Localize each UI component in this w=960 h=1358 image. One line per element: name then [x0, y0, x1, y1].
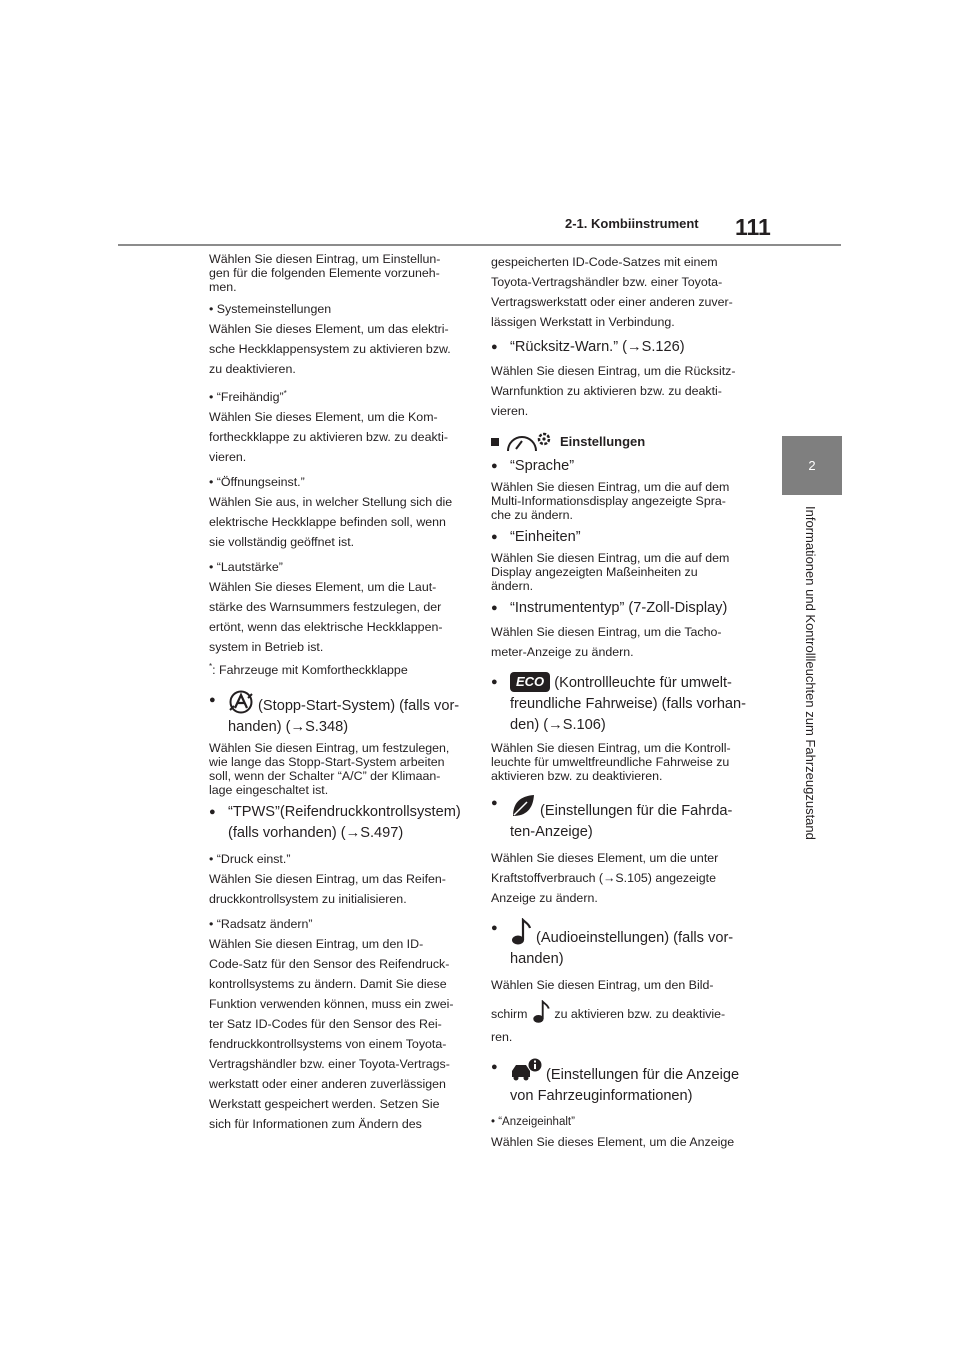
- car-info-icon: [510, 1057, 542, 1083]
- body-line: Anzeige zu ändern.: [491, 891, 598, 905]
- sub-item-title: • “Lautstärke”: [209, 560, 283, 575]
- body-line: Multi-Informationsdisplay angezeigte Spra-: [491, 494, 726, 508]
- body-line: sich für Informationen zum Ändern des: [209, 1117, 422, 1132]
- body-line: elektrische Heckklappe befinden soll, wenn: [209, 515, 446, 530]
- body-line: Wählen Sie diesen Eintrag, um den Bild-: [491, 978, 714, 992]
- body-line: vieren.: [491, 404, 529, 418]
- body-line: ter Satz ID-Codes für den Sensor des Rei-: [209, 1017, 442, 1032]
- stop-start-heading: ● (Stopp-Start-System) (falls vor-: [209, 690, 465, 717]
- audio-heading: ● (Audioeinstellungen) (falls vor-: [491, 918, 747, 949]
- vehicle-info-heading-line2: von Fahrzeuginformationen): [510, 1088, 693, 1104]
- eco-heading-line3: den) (→S.106): [510, 717, 606, 733]
- body-line: Werkstatt gespeichert werden. Setzen Sie: [209, 1097, 440, 1112]
- footnote: *: Fahrzeuge mit Komfortheckklappe: [209, 662, 408, 678]
- intro-line: gen für die folgenden Elemente vorzuneh-: [209, 266, 440, 280]
- header-rule: [118, 244, 841, 246]
- body-line: lage eingeschaltet ist.: [209, 783, 329, 798]
- language-heading: ● “Sprache”: [491, 456, 747, 477]
- settings-section-heading: Einstellungen: [491, 431, 747, 453]
- body-line: werkstatt oder einer anderen zuverlässigen: [209, 1077, 446, 1092]
- body-line: ertönt, wenn das elektrische Heckklappen-: [209, 620, 443, 635]
- body-line: sche Heckklappensystem zu aktivieren bzw.: [209, 342, 451, 356]
- body-line: Vertragshändler bzw. einer Toyota-Vertrags-: [209, 1057, 450, 1072]
- body-line: ren.: [491, 1030, 513, 1044]
- body-line: Wählen Sie diesen Eintrag, um den ID-: [209, 937, 424, 952]
- body-line: aktivieren bzw. zu deaktivieren.: [491, 769, 663, 783]
- body-line: Wählen Sie diesen Eintrag, um die Rücksitz-: [491, 364, 736, 378]
- body-line: Kraftstoffverbrauch (→S.105) angezeigte: [491, 871, 716, 885]
- sub-item-title: • “Freihändig”*: [209, 389, 287, 405]
- tpws-heading-line2: (falls vorhanden) (→S.497): [228, 825, 404, 842]
- body-line: fortheckklappe zu aktivieren bzw. zu deakti-: [209, 430, 448, 445]
- right-column: [491, 252, 747, 1152]
- music-note-icon: [531, 1000, 551, 1024]
- body-line: Wählen Sie diesen Eintrag, um die Tacho-: [491, 625, 722, 639]
- body-line: Wählen Sie diesen Eintrag, um die Kontroll-: [491, 741, 731, 755]
- body-line: Code-Satz für den Sensor des Reifendruck-: [209, 957, 450, 972]
- eco-heading-line2: freundliche Fahrweise) (falls vorhan-: [510, 696, 747, 712]
- vehicle-info-heading: ● (Einstellungen für die Anzeige: [491, 1057, 747, 1086]
- units-heading: ● “Einheiten”: [491, 527, 747, 548]
- body-line: system in Betrieb ist.: [209, 640, 324, 655]
- sub-item-title: • “Anzeigeinhalt”: [491, 1116, 575, 1128]
- body-line: lässigen Werkstatt in Verbindung.: [491, 315, 675, 329]
- body-line: Wählen Sie diesen Eintrag, um das Reifen-: [209, 872, 446, 887]
- body-line: Toyota-Vertragshändler bzw. einer Toyota-: [491, 275, 723, 289]
- body-line: zu deaktivieren.: [209, 362, 296, 376]
- chapter-tab: 2: [782, 436, 842, 495]
- sub-item-title: • “Druck einst.”: [209, 852, 291, 867]
- body-line: soll, wenn der Schalter “A/C” der Klimaan-: [209, 769, 441, 784]
- sub-item-title: • “Radsatz ändern”: [209, 917, 313, 932]
- section-title: 2-1. Kombiinstrument: [565, 216, 699, 231]
- intro-line: Wählen Sie diesen Eintrag, um Einstellun-: [209, 252, 441, 266]
- body-line: ändern.: [491, 579, 534, 593]
- body-line: stärke des Warnsummers festzulegen, der: [209, 600, 442, 615]
- audio-heading-line2: handen): [510, 951, 564, 967]
- body-line: Wählen Sie dieses Element, um die Kom-: [209, 410, 438, 425]
- footnote-mark: *: [283, 389, 287, 398]
- sub-item-title: • “Öffnungseinst.”: [209, 475, 305, 490]
- eco-icon: ECO: [510, 672, 550, 692]
- square-bullet-icon: [491, 438, 499, 446]
- body-line: Warnfunktion zu aktivieren bzw. zu deakti-: [491, 384, 722, 398]
- body-line: Wählen Sie aus, in welcher Stellung sich die: [209, 495, 453, 510]
- sub-item-title: • Systemeinstellungen: [209, 302, 332, 316]
- body-line: Wählen Sie diesen Eintrag, um die auf dem: [491, 551, 730, 565]
- body-line: meter-Anzeige zu ändern.: [491, 645, 634, 659]
- instrument-type-heading: ● “Instrumententyp” (7-Zoll-Display): [491, 598, 747, 619]
- body-line: Wählen Sie diesen Eintrag, um festzulegen,: [209, 741, 450, 756]
- body-line: sie vollständig geöffnet ist.: [209, 535, 355, 550]
- body-line: druckkontrollsystem zu initialisieren.: [209, 892, 407, 907]
- drive-info-heading-line2: ten-Anzeige): [510, 824, 593, 840]
- body-line: Wählen Sie dieses Element, um die unter: [491, 851, 719, 865]
- body-line: Wählen Sie dieses Element, um die Laut-: [209, 580, 437, 595]
- left-column: [209, 252, 465, 1134]
- settings-gauge-icon: [506, 431, 552, 453]
- leaf-icon: [510, 793, 536, 819]
- music-note-icon: [510, 918, 532, 946]
- body-line: Wählen Sie dieses Element, um die Anzeige: [491, 1135, 735, 1149]
- body-line: Vertragswerkstatt oder einer anderen zuver-: [491, 295, 733, 309]
- body-line: leuchte für umweltfreundliche Fahrweise zu: [491, 755, 730, 769]
- intro-line: men.: [209, 280, 237, 294]
- body-line: Funktion verwenden können, muss ein zwei-: [209, 997, 454, 1012]
- body-line: wie lange das Stopp-Start-System arbeiten: [209, 755, 445, 770]
- body-line: vieren.: [209, 450, 247, 465]
- eco-heading: ● ECO (Kontrollleuchte für umwelt-: [491, 672, 747, 694]
- page-number: 111: [735, 214, 771, 240]
- body-line: fendruckkontrollsystems von einem Toyota-: [209, 1037, 447, 1052]
- drive-info-heading: ● (Einstellungen für die Fahrda-: [491, 793, 747, 822]
- body-line: kontrollsystems zu ändern. Damit Sie diese: [209, 977, 447, 992]
- rear-seat-heading: ● “Rücksitz-Warn.” (→S.126): [491, 337, 747, 358]
- stop-start-heading-line2: handen) (→S.348): [228, 719, 349, 736]
- body-line: gespeicherten ID-Code-Satzes mit einem: [491, 255, 718, 269]
- tpws-heading: ● “TPWS”(Reifendruckkontrollsystem): [209, 802, 465, 823]
- body-line: che zu ändern.: [491, 508, 573, 522]
- body-line: Wählen Sie dieses Element, um das elektri-: [209, 322, 449, 336]
- stop-start-icon: [228, 690, 254, 714]
- body-line: Display angezeigten Maßeinheiten zu: [491, 565, 698, 579]
- chapter-title-vertical: Informationen und Kontrollleuchten zum Fahrzeugzustand: [803, 506, 818, 840]
- body-line: schirm zu aktivieren bzw. zu deaktivie-: [491, 1000, 747, 1027]
- body-line: Wählen Sie diesen Eintrag, um die auf dem: [491, 480, 730, 494]
